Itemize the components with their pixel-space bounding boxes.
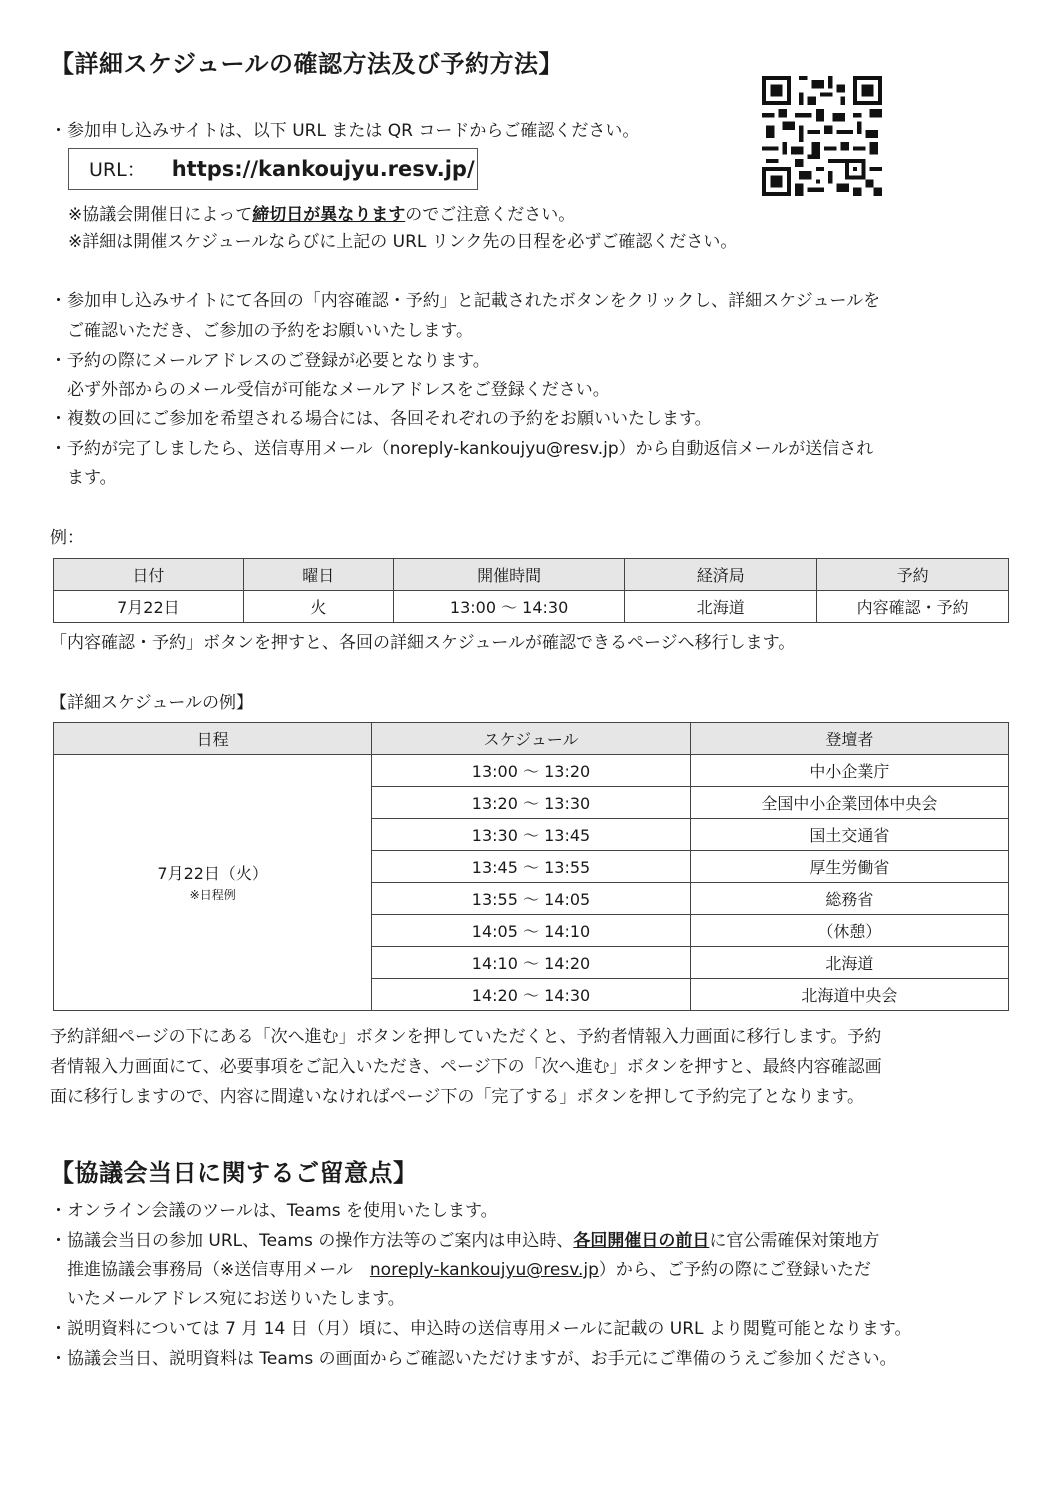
url-box [68,148,478,190]
email-link[interactable]: noreply-kankoujyu@resv.jp [369,1260,599,1280]
table-cell: 火 [243,591,393,623]
schedule-date-note: ※日程例 [189,887,236,902]
schedule-speaker: 全国中小企業団体中央会 [690,787,1008,819]
section-title-booking: 【詳細スケジュールの確認方法及び予約方法】 [50,50,564,78]
note-deadline-emphasis: 締切日が異なります [252,205,406,225]
detail-paragraph-line: 面に移行しますので、内容に間違いなければページ下の「完了する」ボタンを押して予約完了となります。 [50,1087,864,1107]
bullet-line: ・複数の回にご参加を希望される場合には、各回それぞれの予約をお願いいたします。 [50,409,712,429]
notes-bullet-pre: ・協議会当日の参加 URL、Teams の操作方法等のご案内は申込時、 [50,1231,574,1251]
note-deadline-post: のでご注意ください。 [405,205,576,225]
notes-bullet-post: ）から、ご予約の際にご登録いただ [598,1260,871,1280]
table-header-row [54,723,1009,755]
bullet-line: ご確認いただき、ご参加の予約をお願いいたします。 [50,321,473,341]
bullet-line: ます。 [50,468,117,488]
notes-bullet-pre: 推進協議会事務局（※送信専用メール [50,1260,370,1280]
intro-line: ・参加申し込みサイトは、以下 URL または QR コードからご確認ください。 [50,121,640,141]
schedule-speaker: 厚生労働省 [690,851,1008,883]
qr-code-icon[interactable] [762,76,882,196]
table-header-row [54,559,1009,591]
schedule-time: 13:00 ～ 13:20 [372,755,690,787]
schedule-date-cell [54,755,372,1011]
table-row [54,591,1009,623]
notes-bullet [50,1228,879,1254]
detail-paragraph-line: 者情報入力画面にて、必要事項をご記入いただき、ページ下の「次へ進む」ボタンを押すと、最終内容確認画 [50,1057,882,1077]
bullet-line: ・参加申し込みサイトにて各回の「内容確認・予約」と記載されたボタンをクリックし、詳細スケジュールを [50,291,881,311]
example-table [53,558,1009,623]
example-caption: 「内容確認・予約」ボタンを押すと、各回の詳細スケジュールが確認できるページへ移行します。 [50,633,796,653]
note-schedule: ※詳細は開催スケジュールならびに上記の URL リンク先の日程を必ずご確認ください。 [68,232,738,252]
notes-bullet [50,1257,871,1283]
schedule-time: 13:45 ～ 13:55 [372,851,690,883]
url-link[interactable]: https://kankoujyu.resv.jp/ [171,157,475,181]
schedule-time: 14:10 ～ 14:20 [372,947,690,979]
schedule-speaker: 中小企業庁 [690,755,1008,787]
detail-schedule-table [53,722,1009,1011]
bullet-line: ・予約の際にメールアドレスのご登録が必要となります。 [50,351,490,371]
table-header: 曜日 [243,559,393,591]
notes-bullet-post: に官公需確保対策地方 [709,1231,880,1251]
notes-bullet: ・協議会当日、説明資料は Teams の画面からご確認いただけますが、お手元にご準備のうえご参加ください。 [50,1349,897,1369]
section-title-notes: 【協議会当日に関するご留意点】 [50,1159,418,1187]
schedule-time: 14:05 ～ 14:10 [372,915,690,947]
detail-paragraph-line: 予約詳細ページの下にある「次へ進む」ボタンを押していただくと、予約者情報入力画面に移行します。予約 [50,1027,882,1047]
schedule-speaker: （休憩） [690,915,1008,947]
note-deadline [68,202,575,228]
note-deadline-pre: ※協議会開催日によって [68,205,253,225]
reserve-button-cell[interactable]: 内容確認・予約 [817,591,1009,623]
bullet-line: 必ず外部からのメール受信が可能なメールアドレスをご登録ください。 [50,380,610,400]
schedule-time: 13:30 ～ 13:45 [372,819,690,851]
table-header: 日付 [54,559,244,591]
notes-bullet: ・オンライン会議のツールは、Teams を使用いたします。 [50,1201,498,1221]
schedule-time: 13:20 ～ 13:30 [372,787,690,819]
table-cell: 7月22日 [54,591,244,623]
detail-label: 【詳細スケジュールの例】 [50,693,253,713]
table-header: 日程 [54,723,372,755]
schedule-time: 13:55 ～ 14:05 [372,883,690,915]
table-header: 経済局 [625,559,817,591]
table-cell: 北海道 [625,591,817,623]
bullet-line: ・予約が完了しましたら、送信専用メール（noreply-kankoujyu@resv.jp）から自動返信メールが送信され [50,439,874,459]
schedule-speaker: 総務省 [690,883,1008,915]
url-label: URL： [89,159,146,181]
table-header: 登壇者 [690,723,1008,755]
schedule-date: 7月22日（火） [157,863,268,883]
example-label: 例： [50,528,84,548]
schedule-speaker: 国土交通省 [690,819,1008,851]
table-row [54,755,1009,787]
notes-bullet: ・説明資料については 7 月 14 日（月）頃に、申込時の送信専用メールに記載の URL より閲覧可能となります。 [50,1319,912,1339]
notes-bullet: いたメールアドレス宛にお送りいたします。 [50,1289,405,1309]
schedule-speaker: 北海道中央会 [690,979,1008,1011]
schedule-speaker: 北海道 [690,947,1008,979]
table-header: スケジュール [372,723,690,755]
schedule-time: 14:20 ～ 14:30 [372,979,690,1011]
table-header: 開催時間 [393,559,625,591]
table-header: 予約 [817,559,1009,591]
notes-bullet-emphasis: 各回開催日の前日 [573,1231,710,1251]
table-cell: 13:00 ～ 14:30 [393,591,625,623]
